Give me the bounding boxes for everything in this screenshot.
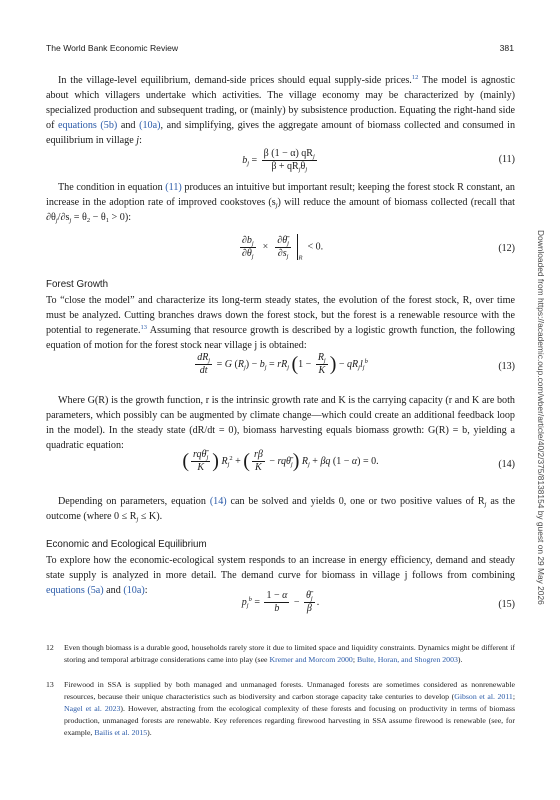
text: ≤ K). — [138, 511, 163, 522]
equation-11 — [46, 148, 515, 174]
text: ). — [457, 655, 463, 664]
text: , and simplifying, gives the aggregate amount of biomass collected and consumed in equilibrium in village — [46, 120, 516, 146]
citation-link[interactable]: Bailis et al. 2015 — [94, 728, 148, 737]
footnote-12 — [46, 642, 515, 666]
text: ). — [147, 728, 152, 737]
section-heading-equilibrium: Economic and Ecological Equilibrium — [46, 539, 207, 550]
text: and — [103, 585, 124, 596]
text: − θ — [90, 212, 106, 223]
text: Assuming that resource growth is described by a logistic growth function, the following equation of motion for the forest stock near village j is obtained: — [46, 325, 515, 351]
paragraph-forest-growth — [46, 293, 515, 353]
paragraph-condition: The condition in equation (11) produces an intuitive but important result; keeping the forest stock R constant, an increase in the adoption rate of improved cookstoves $(s_j)$ will reduce the amount of biomass collected (recall that $\partial\theta_j/\partial s_j = \theta_2 - \theta_1 > 0$): — [46, 182, 515, 224]
equation-15-expression: $p_j^b$ = $\frac{1 - \alpha}{b}$ − $\frac{\thetā_j}{\beta}$ . — [241, 590, 320, 614]
text: and — [117, 120, 140, 131]
text: In the village-level equilibrium, demand-side prices should equal supply-side prices. — [58, 75, 412, 86]
text: To “close the model” and characterize its long-term steady states, the evolution of the forest stock, R, over time must be analyzed. Cutting branches draws down the forest stock, but the forest is a renewable resource with the potential to regenerate. — [46, 295, 515, 336]
paragraph-village-equilibrium — [46, 73, 515, 148]
equation-14 — [46, 449, 515, 485]
eq-sub: j — [247, 159, 250, 167]
eq-numerator: β (1 − α) qR — [263, 148, 313, 159]
equation-number: (13) — [498, 361, 515, 372]
download-note[interactable]: Downloaded from https://academic.oup.com/wber/article/40/2/375/8138154 by guest on 29 May 2026 — [536, 230, 546, 605]
footnote-ref-13[interactable]: 13 — [140, 324, 148, 331]
footnote-number: 13 — [46, 680, 54, 689]
eq-fraction: $\frac{\beta (1 - \alpha) qR_j}{\beta + qR_j\theta_j}$ — [263, 148, 315, 173]
link-equation-10a[interactable]: (10a) — [123, 585, 145, 596]
text: produces an intuitive but important result; keeping the forest stock R constant, an increase in the adoption rate of improved cookstoves (s — [46, 182, 515, 208]
footnote-13 — [46, 679, 515, 739]
eq-denominator-theta: θ — [300, 161, 306, 172]
eq-lhs: b — [242, 154, 248, 166]
text: To explore how the economic-ecological system responds to an increase in energy efficiency, demand and steady state supply is analyzed in more detail. The demand curve for biomass in village j follows from combining — [46, 555, 515, 581]
text: Even though biomass is a durable good, households rarely store it due to limited space and liquidity constraints. Dynamics might be different if storing and temporal arbitrage considerations came into play (see — [64, 643, 515, 664]
equation-11-expression: $b_j$ = $\frac{\beta (1 - \alpha) qR_j}{\beta + qR_j\theta_j}$ — [242, 148, 315, 173]
text: : — [139, 135, 142, 146]
text: ) will reduce the amount of biomass collected (recall that ∂θ — [46, 197, 515, 223]
footnote-ref-12[interactable]: 12 — [411, 74, 419, 81]
equation-14-expression: ( $\frac{rq\thetā_j}{K}$ ) $R_j^2$ + ( $\frac{r\beta}{K}$ − $rq\thetā_j$) $R_j + \beta q$ (1 − α) = 0. — [182, 449, 379, 473]
text: Depending on parameters, equation — [58, 496, 210, 507]
equation-13-expression: $\frac{dR_j}{dt}$ = G $(R_j) - b_j = rR_j$ (1 − $\frac{R_j}{K}$ ) − $qR_jl_j^b$ — [197, 352, 368, 376]
equation-number: (12) — [498, 243, 515, 254]
equation-12-expression: $\frac{\partial b_j}{\partial\theta_j}$ × $\frac{\partial\thetā_j}{\partial s_j}$ $_R$ < 0. — [241, 234, 324, 262]
text: The model is agnostic about which villagers undertake which activities. The village economy may be characterized by (mainly) specialized production and subsequent trading, or (mainly) by subsistence production. Equating the right-hand side of — [46, 75, 515, 131]
citation-link[interactable]: Gibson et al. 2011 — [454, 692, 513, 701]
download-sidebar — [536, 230, 548, 700]
link-equation-5a[interactable]: equations (5a) — [46, 585, 104, 596]
text: can be solved and yields 0, one or two positive values of R — [226, 496, 485, 507]
link-equation-11[interactable]: (11) — [165, 182, 182, 193]
text: /∂s — [57, 212, 70, 223]
equation-13 — [46, 352, 515, 384]
link-equation-5b[interactable]: equations (5b) — [58, 120, 118, 131]
citation-link[interactable]: Bulte, Horan, and Shogren 2003 — [356, 655, 458, 664]
text: > 0): — [109, 212, 132, 223]
text: Where G(R) is the growth function, r is the intrinsic growth rate and K is the carrying capacity (r and K are both parameters, which possibly can be augmented by climate change—which could create an additional feedback loop in the model). In the steady state (dR/dt = 0), biomass harvesting equals biomass growth: G(R) = b, yielding a quadratic equation: — [46, 395, 515, 451]
citation-link[interactable]: Kremer and Morcom 2000 — [269, 655, 353, 664]
text: ; — [512, 692, 515, 701]
text: j — [136, 135, 140, 146]
text: ; — [352, 655, 357, 664]
text: = θ — [71, 212, 87, 223]
journal-title: The World Bank Economic Review — [46, 43, 179, 53]
footnote-number: 12 — [46, 643, 54, 652]
equation-12 — [46, 234, 515, 266]
equation-number: (15) — [498, 599, 515, 610]
link-equation-10a[interactable]: (10a) — [139, 120, 161, 131]
eq-denominator: β + qR — [271, 161, 299, 172]
equation-number: (11) — [498, 154, 515, 165]
paragraph-growth-function — [46, 393, 515, 453]
text: : — [144, 585, 148, 596]
link-equation-14[interactable]: (14) — [209, 496, 227, 507]
paragraph-solutions: Depending on parameters, equation (14) can be solved and yields 0, one or two positive values of $R_j$ as the outcome (where $0 \le R_j \le K$). — [46, 496, 516, 523]
text: The condition in equation — [58, 182, 166, 193]
text: as the outcome (where 0 ≤ R — [46, 496, 516, 522]
page-number: 381 — [499, 43, 514, 53]
equation-number: (14) — [498, 459, 515, 470]
section-heading-forest-growth: Forest Growth — [46, 279, 109, 290]
equation-15 — [46, 590, 515, 624]
citation-link[interactable]: Nagel et al. 2023 — [64, 704, 121, 713]
text: ). However, abstracting from the ecological complexity of these forests and focusing on productivity in terms of biomass production, unmanaged forests are renewable. Key references regarding firewood harvesting in SSA assume firewood is renewable (see, for example, — [64, 704, 515, 737]
text: Firewood in SSA is supplied by both managed and unmanaged forests. Unmanaged forests are sometimes considered as nonrenewable resources, because their unique characteristics such as biodiversity and carbon storage capacity take centuries to develop ( — [64, 680, 515, 701]
